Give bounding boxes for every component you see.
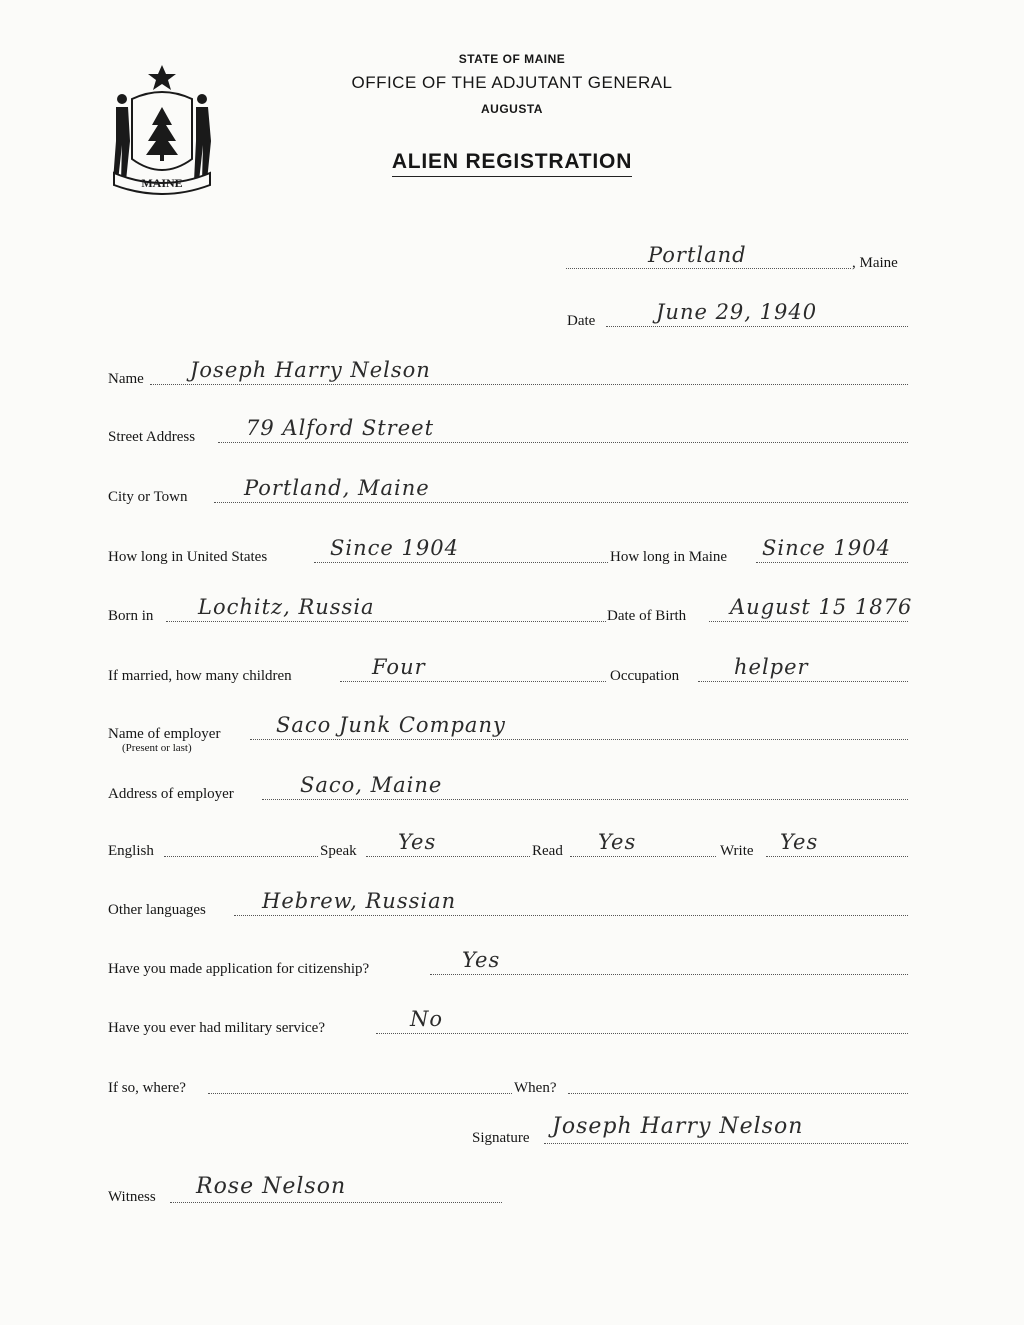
speak-label: Speak [320,843,357,859]
form-title [0,150,1024,177]
when-label: When? [514,1080,557,1096]
citizenship-label: Have you made application for citizenship? [108,961,370,977]
children-label: If married, how many children [108,668,292,684]
signature-label: Signature [472,1130,530,1146]
occupation-value: helper [734,655,809,679]
children-line [340,681,606,682]
how-long-maine-line [756,562,908,563]
born-in-line [166,621,606,622]
employer-address-line [262,799,908,800]
military-value: No [410,1007,444,1031]
city-heading: AUGUSTA [481,102,543,116]
town-line [566,268,851,269]
name-line [150,384,908,385]
born-in-value: Lochitz, Russia [198,595,375,619]
citizenship-line [430,974,908,975]
how-long-maine-label: How long in Maine [610,549,728,565]
city-value: Portland, Maine [244,476,430,500]
english-label: English [108,843,154,859]
form-title-text: ALIEN REGISTRATION [392,150,632,177]
city-label: City or Town [108,489,188,505]
dob-line [709,621,908,622]
other-languages-line [234,915,908,916]
occupation-label: Occupation [610,668,680,684]
office-heading: OFFICE OF THE ADJUTANT GENERAL [351,73,673,92]
dob-value: August 15 1876 [730,595,913,619]
street-value: 79 Alford Street [246,416,435,440]
read-line [570,856,716,857]
military-label: Have you ever had military service? [108,1020,325,1036]
name-value: Joseph Harry Nelson [190,358,431,382]
signature-line [544,1143,908,1144]
other-languages-value: Hebrew, Russian [262,889,457,913]
name-label: Name [108,371,144,387]
employer-value: Saco Junk Company [276,713,506,737]
where-label: If so, where? [108,1080,186,1096]
town-value: Portland [648,243,747,267]
when-line [568,1093,908,1094]
employer-note: (Present or last) [122,742,192,754]
other-languages-label: Other languages [108,902,206,918]
military-line [376,1033,908,1034]
employer-label: Name of employer [108,726,221,742]
how-long-us-label: How long in United States [108,549,268,565]
where-line [208,1093,512,1094]
date-label: Date [567,313,596,329]
employer-address-label: Address of employer [108,786,234,802]
born-in-label: Born in [108,608,154,624]
date-value: June 29, 1940 [656,300,818,324]
write-label: Write [720,843,754,859]
children-value: Four [372,655,426,679]
dob-label: Date of Birth [607,608,687,624]
read-label: Read [532,843,563,859]
how-long-us-value: Since 1904 [330,536,459,560]
read-value: Yes [598,830,637,854]
witness-label: Witness [108,1189,156,1205]
speak-line [366,856,530,857]
street-line [218,442,908,443]
maine-label: , Maine [852,255,898,271]
citizenship-value: Yes [462,948,501,972]
witness-line [170,1202,502,1203]
witness-value: Rose Nelson [196,1174,347,1199]
city-line [214,502,908,503]
speak-value: Yes [398,830,437,854]
write-line [766,856,908,857]
english-line [164,856,318,857]
signature-value: Joseph Harry Nelson [552,1114,804,1139]
how-long-us-line [314,562,608,563]
employer-address-value: Saco, Maine [300,773,443,797]
write-value: Yes [780,830,819,854]
seal-banner-text: MAINE [141,176,183,190]
street-label: Street Address [108,429,196,445]
how-long-maine-value: Since 1904 [762,536,891,560]
employer-line [250,739,908,740]
date-line [606,326,908,327]
state-heading: STATE OF MAINE [458,52,566,66]
occupation-line [698,681,908,682]
